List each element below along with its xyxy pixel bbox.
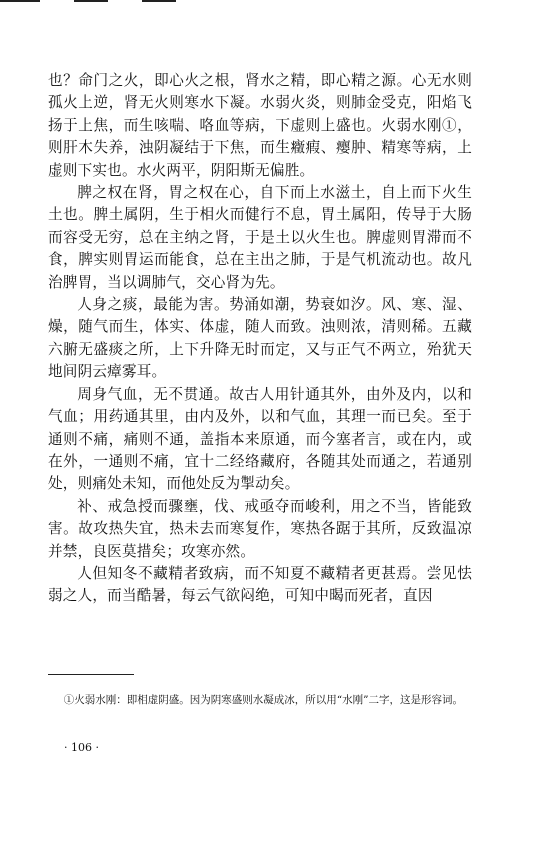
paragraph-1: 也？命门之火，即心火之根，肾水之精，即心精之源。心无水则孤火上逆，肾无火则寒水下凝。水弱火炎，则肺金受克，阳焰飞扬于上焦，而生咳喘、咯血等病，下虚则上盛也。火弱水刚①，则肝木失养，浊阴凝结于下焦，而生癥瘕、瘿肿、精寒等病，上虚则下实也。水火两平，阴阳斯无偏胜。 (48, 72, 472, 179)
paragraph-5: 补、戒急授而骤壅，伐、戒亟夺而峻利，用之不当，皆能致害。故攻热失宜，热未去而寒复作，寒热各踞于其所，反致温凉并禁，良医莫措矣；攻寒亦然。 (48, 497, 472, 560)
page-body (48, 70, 472, 608)
page-number: · 106 · (64, 741, 99, 754)
paragraph-4: 周身气血，无不贯通。故古人用针通其外，由外及内，以和气血；用药通其里，由内及外，以和气血，其理一而已矣。至于通则不痛，痛则不通，盖指本来原通，而今塞者言，或在内，或在外，一通则不痛，宜十二经络藏府，各随其处而通之，若通别处，则痛处未知，而他处反为掣动矣。 (48, 385, 472, 493)
paragraph-3: 人身之痰，最能为害。势涌如潮，势衰如汐。风、寒、湿、燥，随气而生，体实、体虚，随人而致。浊则浓，清则稀。五藏六腑无盛痰之所，上下升降无时而定，又与正气不两立，殆犹天地间阴云瘴雾耳。 (48, 296, 472, 381)
paragraph-6: 人但知冬不藏精者致病，而不知夏不藏精者更甚焉。尝见怯弱之人，而当酷暑，每云气欲闷绝，可知中暍而死者，直因 (48, 564, 472, 605)
paragraph-2: 脾之权在肾，胃之权在心，自下而上水滋土，自上而下火生土也。脾土属阴，生于相火而健行不息，胃土属阳，传导于大肠而容受无穷，总在主纳之肾，于是土以火生也。脾虚则胃滞而不食，脾实则胃运而能食，总在主出之肺，于是气机流动也。故凡治脾胃，当以调肺气，交心肾为先。 (48, 184, 472, 291)
top-edge-marks (0, 0, 560, 8)
footnote-divider (48, 674, 134, 675)
footnote: ①火弱水刚：即相虚阴盛。因为阴寒盛则水凝成冰，所以用“水刚”二字，这是形容词。 (63, 694, 463, 706)
